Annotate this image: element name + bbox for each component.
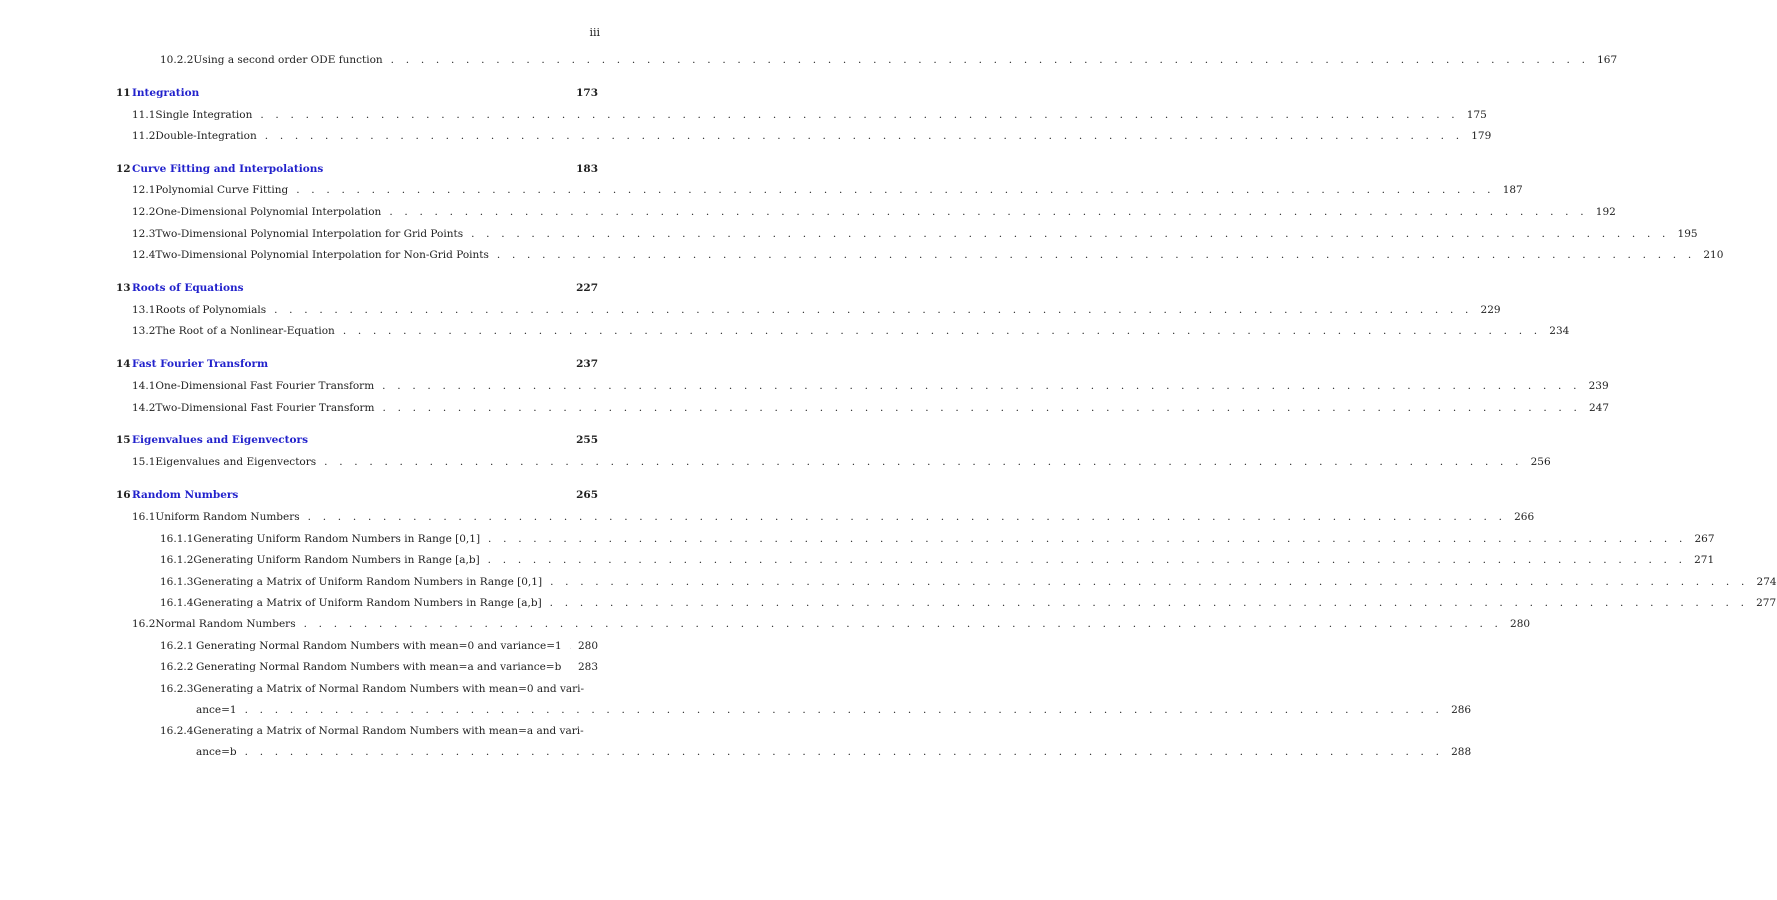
dot-leader: . . . . . . . . . . . . . . . . . . . . . . . . . . . . . . . . . . . . . . . . . . . . . . . . . . . . . . . . . . . . . . . . . . . . . . . . . . . . . . . . bbox=[303, 618, 1503, 630]
toc-entry-title: Fast Fourier Transform bbox=[132, 358, 269, 370]
toc-entry-page: 173 bbox=[576, 87, 598, 99]
toc-entry-number: 16.2.2 bbox=[160, 661, 194, 673]
toc-entry-number: 16.1 bbox=[132, 511, 156, 523]
toc-entry-title: One-Dimensional Polynomial Interpolation bbox=[155, 206, 382, 218]
toc-entry-page: 239 bbox=[1588, 380, 1609, 392]
toc-entry[interactable] bbox=[132, 323, 1570, 339]
toc-entry[interactable] bbox=[160, 52, 1618, 68]
toc-entry[interactable] bbox=[132, 302, 1501, 318]
toc-entry[interactable] bbox=[132, 247, 1724, 263]
toc-entry-number: 12.4 bbox=[132, 249, 156, 261]
toc-entry-title: Curve Fitting and Interpolations bbox=[132, 163, 324, 175]
dot-leader: . . . . . . . . . . . . . . . . . . . . . . . . . . . . . . . . . . . . . . . . . . . . . . . . . . . . . . . . . . . . . . . . . . . . . . . . . . . . . . . . bbox=[487, 554, 1687, 566]
page-number: iii bbox=[589, 26, 600, 39]
toc-entry[interactable] bbox=[132, 128, 1492, 144]
dot-leader: . . . . . . . . . . . . . . . . . . . . . . . . . . . . . . . . . . . . . . . . . . . . . . . . . . . . . . . . . . . . . . . . . . . . . . . . . . . . . . . . bbox=[471, 228, 1670, 240]
toc-entry-title: Random Numbers bbox=[132, 489, 239, 501]
toc-entry-page: 286 bbox=[1451, 704, 1472, 716]
toc-entry-title: Eigenvalues and Eigenvectors bbox=[155, 456, 317, 468]
dot-leader: . . . . . . . . . . . . . . . . . . . . . . . . . . . . . . . . . . . . . . . . . . . . . . . . . . . . . . . . . . . . . . . . . . . . . . . . . . . . . . . . bbox=[389, 206, 1588, 218]
toc-entry-number: 11.2 bbox=[132, 130, 156, 142]
toc-entry-title: Two-Dimensional Polynomial Interpolation for Non-Grid Points bbox=[155, 249, 489, 261]
dot-leader: . . . . . . . . . . . . . . . . . . . . . . . . . . . . . . . . . . . . . . . . . . . . . . . . . . . . . . . . . . . . . . . . . . . . . . . . . . . . . . . . bbox=[244, 746, 1444, 758]
toc-entry-title: Generating a Matrix of Normal Random Numbers with mean=0 and vari- bbox=[193, 683, 585, 695]
dot-leader: . . . . . . . . . . . . . . . . . . . . . . . . . . . . . . . . . . . . . . . . . . . . . . . . . . . . . . . . . . . . . . . . . . . . . . . . . . . . . . . . bbox=[264, 130, 1464, 142]
toc-entry-number: 10.2.2 bbox=[160, 54, 194, 66]
toc-entry[interactable] bbox=[132, 226, 1698, 242]
toc-entry-page: 277 bbox=[1756, 597, 1777, 609]
toc-entry-page: 183 bbox=[576, 163, 598, 175]
toc-entry[interactable] bbox=[132, 454, 1551, 470]
toc-entry[interactable] bbox=[196, 702, 1472, 718]
toc-entry-number: 14.2 bbox=[132, 402, 156, 414]
toc-entry-page: 255 bbox=[576, 434, 598, 446]
toc-entry-page: 266 bbox=[1514, 511, 1535, 523]
toc-entry-number: 16.1.3 bbox=[160, 576, 194, 588]
toc-chapter-entry[interactable] bbox=[116, 432, 598, 448]
toc-entry[interactable] bbox=[160, 574, 1777, 590]
toc-entry-number: 13.1 bbox=[132, 304, 156, 316]
toc-entry-number: 12.1 bbox=[132, 184, 156, 196]
toc-entry-page: 210 bbox=[1703, 249, 1724, 261]
toc-entry-page: 267 bbox=[1694, 533, 1715, 545]
toc-entry-page: 229 bbox=[1480, 304, 1501, 316]
toc-entry-page: 237 bbox=[576, 358, 598, 370]
toc-entry[interactable] bbox=[160, 595, 1777, 611]
toc-entry-title: Roots of Polynomials bbox=[155, 304, 267, 316]
toc-entry-title: Using a second order ODE function bbox=[193, 54, 383, 66]
dot-leader: . . . . . . . . . . . . . . . . . . . . . . . . . . . . . . . . . . . . . . . . . . . . . . . . . . . . . . . . . . . . . . . . . . . . . . . . . . . . . . . . bbox=[324, 456, 1523, 468]
dot-leader: . . . . . . . . . . . . . . . . . . . . . . . . . . . . . . . . . . . . . . . . . . . . . . . . . . . . . . . . . . . . . . . . . . . . . . . . . . . . . . . . bbox=[382, 402, 1582, 414]
toc-entry[interactable] bbox=[160, 659, 598, 675]
toc-entry-page: 280 bbox=[1510, 618, 1531, 630]
toc-entry-title: Polynomial Curve Fitting bbox=[155, 184, 289, 196]
toc-chapter-entry[interactable] bbox=[116, 356, 598, 372]
toc-entry-title: Generating a Matrix of Uniform Random Numbers in Range [a,b] bbox=[193, 597, 542, 609]
toc-entry-title: Normal Random Numbers bbox=[155, 618, 296, 630]
toc-entry-number: 12 bbox=[116, 163, 131, 175]
toc-chapter-entry[interactable] bbox=[116, 487, 598, 503]
toc-entry[interactable] bbox=[132, 378, 1609, 394]
dot-leader bbox=[569, 659, 570, 675]
dot-leader: . . . . . . . . . . . . . . . . . . . . . . . . . . . . . . . . . . . . . . . . . . . . . . . . . . . . . . . . . . . . . . . . . . . . . . . . . . . . . . . . bbox=[274, 304, 1473, 316]
toc-entry-number: 13 bbox=[116, 282, 131, 294]
toc-entry-title: Generating a Matrix of Uniform Random Numbers in Range [0,1] bbox=[193, 576, 543, 588]
toc-entry-number: 13.2 bbox=[132, 325, 156, 337]
toc-entry-page: 175 bbox=[1466, 109, 1487, 121]
dot-leader: . . . . . . . . . . . . . . . . . . . . . . . . . . . . . . . . . . . . . . . . . . . . . . . . . . . . . . . . . . . . . . . . . . . . . . . . . . . . . . . . bbox=[296, 184, 1495, 196]
toc-entry-number: 12.3 bbox=[132, 228, 156, 240]
toc-entry[interactable] bbox=[160, 681, 598, 697]
toc-entry-page: 179 bbox=[1471, 130, 1492, 142]
toc-entry-page: 288 bbox=[1451, 746, 1472, 758]
dot-leader: . . . . . . . . . . . . . . . . . . . . . . . . . . . . . . . . . . . . . . . . . . . . . . . . . . . . . . . . . . . . . . . . . . . . . . . . . . . . . . . . bbox=[390, 54, 1590, 66]
toc-entry[interactable] bbox=[132, 107, 1487, 123]
toc-entry-page: 265 bbox=[576, 489, 598, 501]
toc-entry-number: 16.1.2 bbox=[160, 554, 194, 566]
toc-entry-title: Double-Integration bbox=[155, 130, 257, 142]
toc-entry-number: 16.2.1 bbox=[160, 640, 194, 652]
toc-entry-number: 15.1 bbox=[132, 456, 156, 468]
toc-entry[interactable] bbox=[160, 638, 598, 654]
toc-entry-number: 15 bbox=[116, 434, 131, 446]
toc-entry-page: 274 bbox=[1756, 576, 1777, 588]
dot-leader: . . . . . . . . . . . . . . . . . . . . . . . . . . . . . . . . . . . . . . . . . . . . . . . . . . . . . . . . . . . . . . . . . . . . . . . . . . . . . . . . bbox=[342, 325, 1542, 337]
toc-entry-title: Single Integration bbox=[155, 109, 253, 121]
toc-entry-page: 187 bbox=[1502, 184, 1523, 196]
dot-leader: . . . . . . . . . . . . . . . . . . . . . . . . . . . . . . . . . . . . . . . . . . . . . . . . . . . . . . . . . . . . . . . . . . . . . . . . . . . . . . . . bbox=[382, 380, 1581, 392]
toc-entry[interactable] bbox=[132, 509, 1535, 525]
toc-entry[interactable] bbox=[160, 723, 598, 739]
toc-entry-title: Generating a Matrix of Normal Random Numbers with mean=a and vari- bbox=[193, 725, 584, 737]
toc-entry-title: ance=b bbox=[196, 746, 237, 758]
dot-leader: . . . . . . . . . . . . . . . . . . . . . . . . . . . . . . . . . . . . . . . . . . . . . . . . . . . . . . . . . . . . . . . . . . . . . . . . . . . . . . . . bbox=[260, 109, 1459, 121]
toc-entry-title: Generating Uniform Random Numbers in Range [a,b] bbox=[193, 554, 480, 566]
toc-entry-number: 12.2 bbox=[132, 206, 156, 218]
toc-entry-title: Generating Normal Random Numbers with mean=0 and variance=1 bbox=[196, 640, 562, 652]
toc-entry-number: 16.1.1 bbox=[160, 533, 194, 545]
toc-entry-number: 11.1 bbox=[132, 109, 156, 121]
toc-entry[interactable] bbox=[132, 616, 1531, 632]
toc-entry-title: Integration bbox=[132, 87, 200, 99]
toc-entry-title: ance=1 bbox=[196, 704, 237, 716]
toc-entry-page: 167 bbox=[1597, 54, 1618, 66]
toc-entry-title: Eigenvalues and Eigenvectors bbox=[132, 434, 308, 446]
toc-chapter-entry[interactable] bbox=[116, 280, 598, 296]
toc-entry-title: One-Dimensional Fast Fourier Transform bbox=[155, 380, 375, 392]
toc-entry-number: 16 bbox=[116, 489, 131, 501]
toc-entry[interactable] bbox=[132, 204, 1616, 220]
toc-entry-number: 16.2.4 bbox=[160, 725, 194, 737]
toc-entry-number: 14 bbox=[116, 358, 131, 370]
dot-leader: . . . . . . . . . . . . . . . . . . . . . . . . . . . . . . . . . . . . . . . . . . . . . . . . . . . . . . . . . . . . . . . . . . . . . . . . . . . . . . . . bbox=[549, 597, 1749, 609]
toc-entry-page: 256 bbox=[1530, 456, 1551, 468]
toc-entry-number: 16.2 bbox=[132, 618, 156, 630]
dot-leader: . . . . . . . . . . . . . . . . . . . . . . . . . . . . . . . . . . . . . . . . . . . . . . . . . . . . . . . . . . . . . . . . . . . . . . . . . . . . . . . . bbox=[244, 704, 1444, 716]
toc-entry-title: Roots of Equations bbox=[132, 282, 244, 294]
toc-entry-number: 11 bbox=[116, 87, 131, 99]
toc-entry-page: 247 bbox=[1588, 402, 1610, 414]
toc-chapter-entry[interactable] bbox=[116, 161, 598, 177]
toc-entry-title: Generating Uniform Random Numbers in Range [0,1] bbox=[193, 533, 481, 545]
toc-entry[interactable] bbox=[132, 182, 1523, 198]
toc-entry-number: 16.1.4 bbox=[160, 597, 194, 609]
toc-entry-page: 192 bbox=[1595, 206, 1616, 218]
toc-entry-page: 227 bbox=[576, 282, 598, 294]
toc-entry-page: 283 bbox=[577, 661, 598, 673]
toc-entry[interactable] bbox=[196, 744, 1472, 760]
toc-entry-page: 195 bbox=[1677, 228, 1698, 240]
toc-entry-title: Generating Normal Random Numbers with mean=a and variance=b bbox=[196, 661, 562, 673]
toc-entry[interactable] bbox=[160, 552, 1715, 568]
toc-entry[interactable] bbox=[132, 400, 1610, 416]
toc-entry-title: Two-Dimensional Fast Fourier Transform bbox=[155, 402, 375, 414]
toc-entry[interactable] bbox=[160, 531, 1715, 547]
toc-chapter-entry[interactable] bbox=[116, 85, 598, 101]
toc-entry-page: 234 bbox=[1549, 325, 1570, 337]
dot-leader: . . . . . . . . . . . . . . . . . . . . . . . . . . . . . . . . . . . . . . . . . . . . . . . . . . . . . . . . . . . . . . . . . . . . . . . . . . . . . . . . bbox=[496, 249, 1696, 261]
dot-leader: . . . . . . . . . . . . . . . . . . . . . . . . . . . . . . . . . . . . . . . . . . . . . . . . . . . . . . . . . . . . . . . . . . . . . . . . . . . . . . . . bbox=[488, 533, 1687, 545]
toc-entry-page: 280 bbox=[577, 640, 598, 652]
toc-entry-number: 16.2.3 bbox=[160, 683, 194, 695]
toc-entry-title: The Root of a Nonlinear-Equation bbox=[155, 325, 335, 337]
toc-entry-title: Uniform Random Numbers bbox=[155, 511, 300, 523]
toc-entry-page: 271 bbox=[1694, 554, 1715, 566]
dot-leader: . . . . . . . . . . . . . . . . . . . . . . . . . . . . . . . . . . . . . . . . . . . . . . . . . . . . . . . . . . . . . . . . . . . . . . . . . . . . . . . . bbox=[550, 576, 1749, 588]
toc-entry-title: Two-Dimensional Polynomial Interpolation for Grid Points bbox=[155, 228, 464, 240]
dot-leader: . . . . . . . . . . . . . . . . . . . . . . . . . . . . . . . . . . . . . . . . . . . . . . . . . . . . . . . . . . . . . . . . . . . . . . . . . . . . . . . . bbox=[307, 511, 1507, 523]
toc-entry-number: 14.1 bbox=[132, 380, 156, 392]
